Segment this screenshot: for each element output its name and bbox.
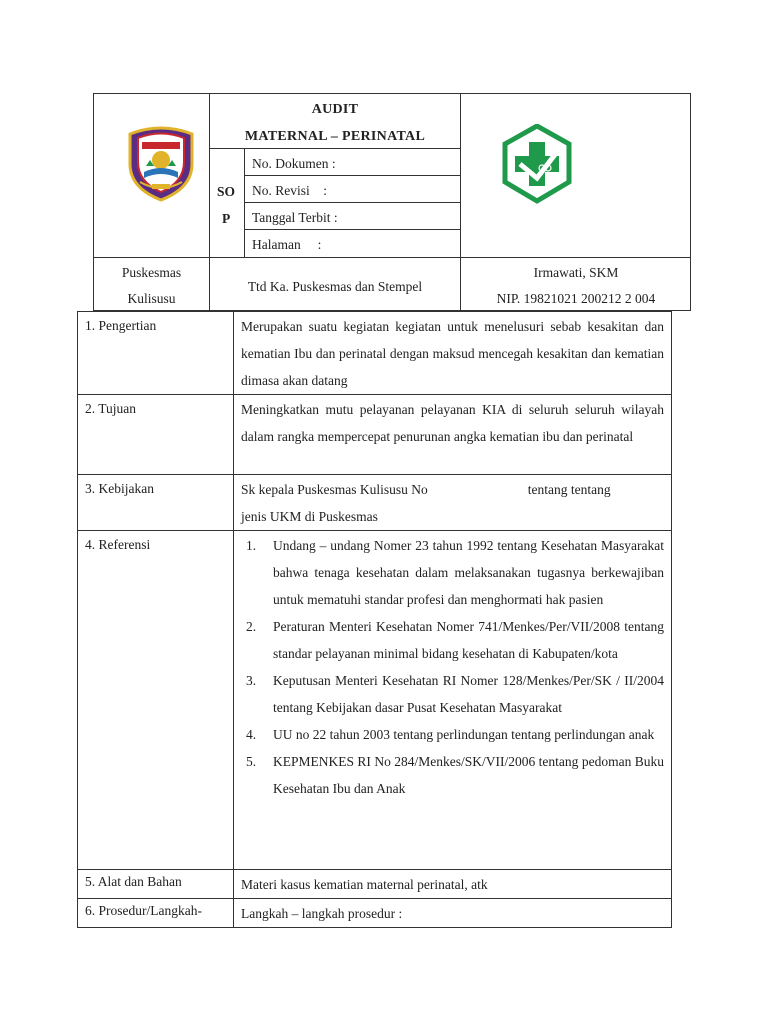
document-title-line1: AUDIT [311,102,359,117]
sop-header [93,93,691,311]
section-label: 5. Alat dan Bahan [78,870,234,899]
list-item-number: 4. [246,727,257,742]
reference-list [241,532,664,802]
page-label: Halaman : [252,237,322,252]
section-text: Merupakan suatu kegiatan kegiatan untuk menelusuri sebab kesakitan dan kematian Ibu dan perinatal dengan maksud mencegah kesakitan dan kematian dimasa akan datang [234,312,672,395]
document-title-line2: MATERNAL – PERINATAL [244,129,426,144]
section-label: 2. Tujuan [78,395,234,475]
list-item [246,532,664,613]
section-text: Meningkatkan mutu pelayanan pelayanan KIA di seluruh seluruh wilayah dalam rangka mempercepat penurunan angka kematian ibu dan perinatal [234,395,672,475]
section-text: Sk kepala Puskesmas Kulisusu No tentang tentang jenis UKM di Puskesmas [234,475,672,531]
list-item-text: Undang – undang Nomer 23 tahun 1992 tentang Kesehatan Masyarakat bahwa tenaga kesehatan dalam melaksanakan tugasnya berkewajiban untuk mematuhi standar profesi dan menghormati hak pasien [273,538,664,607]
section-text: Materi kasus kematian maternal perinatal, atk [234,870,672,899]
section-text: Langkah – langkah prosedur : [234,899,672,928]
list-item-text: KEPMENKES RI No 284/Menkes/SK/VII/2006 tentang pedoman Buku Kesehatan Ibu dan Anak [273,754,664,796]
section-label: 1. Pengertian [78,312,234,395]
list-item [246,667,664,721]
list-item-text: Keputusan Menteri Kesehatan RI Nomer 128/Menkes/Per/SK / II/2004 tentang Kebijakan dasar Pusat Kesehatan Masyarakat [273,673,664,715]
table-row [78,870,672,899]
table-row [78,395,672,475]
reference-list-cell [234,531,672,870]
sop-label-p: P [222,211,231,226]
revision-label: No. Revisi : [252,183,328,198]
sop-label-so: SO [217,184,236,199]
signer-nip: NIP. 19821021 200212 2 004 [496,291,656,306]
table-row [78,475,672,531]
table-row [78,312,672,395]
section-label: 4. Referensi [78,531,234,870]
list-item-number: 1. [246,538,257,553]
section-label: 6. Prosedur/Langkah- [78,899,234,928]
issue-date-label: Tanggal Terbit : [252,210,338,225]
facility-name: Puskesmas Kulisusu [121,265,182,306]
signature-label: Ttd Ka. Puskesmas dan Stempel [247,279,423,294]
list-item-number: 5. [246,754,257,769]
list-item-text: UU no 22 tahun 2003 tentang perlindungan tentang perlindungan anak [273,727,655,742]
signer-block [461,260,691,312]
list-item-text: Peraturan Menteri Kesehatan Nomer 741/Menkes/Per/VII/2008 tentang standar pelayanan minimal bidang kesehatan di Kabupaten/kota [273,619,664,661]
list-item [246,613,664,667]
document-number-label: No. Dokumen : [252,156,336,171]
section-label: 3. Kebijakan [78,475,234,531]
table-row [78,899,672,928]
list-item [246,748,664,802]
sop-content-table [77,311,672,928]
regency-crest-icon [126,122,196,202]
list-item-number: 2. [246,619,257,634]
list-item [246,721,664,748]
table-row [78,531,672,870]
signer-name: Irmawati, SKM [533,265,619,280]
puskesmas-cross-icon [502,124,572,204]
list-item-number: 3. [246,673,257,688]
